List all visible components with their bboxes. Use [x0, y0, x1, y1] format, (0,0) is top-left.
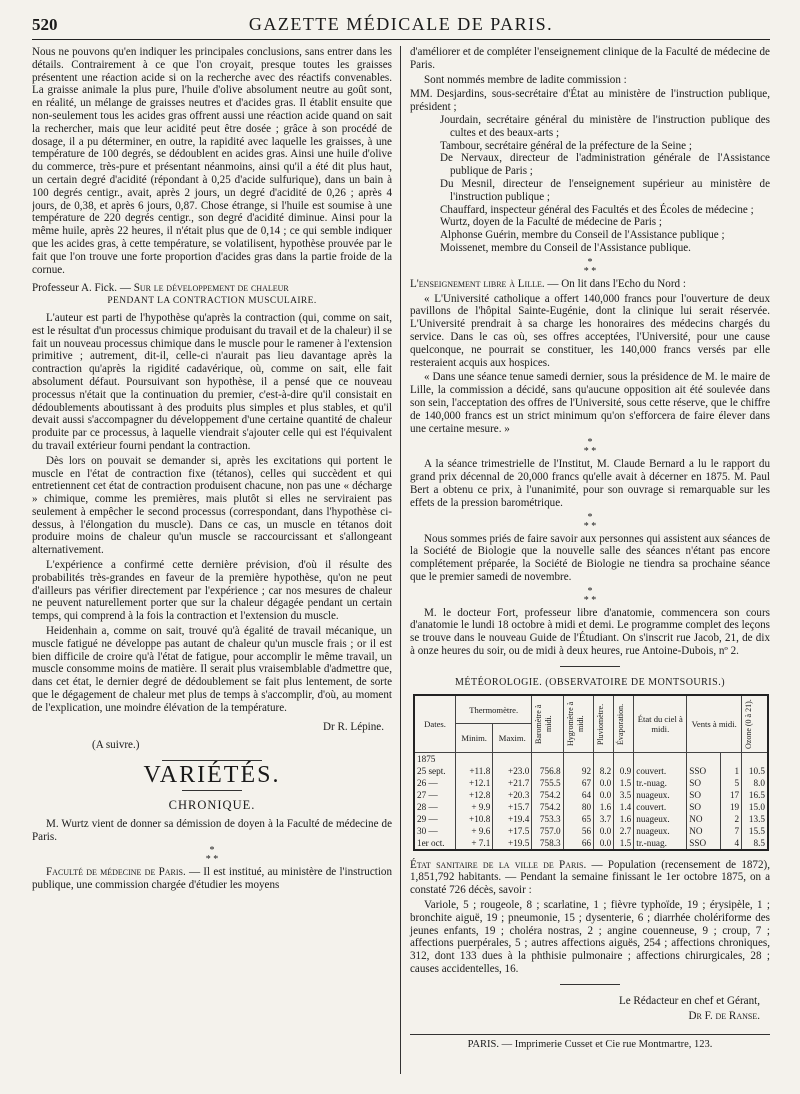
paragraph: « Dans une séance tenue samedi dernier, sous la présidence de M. le maire de Lille, la commission a décidé, sans qu'aucune opposition ait été soulevée dans son sein, l'acceptation des offres de l'Université, sous cette réserve, que le chiffre de 140,000 francs est un strict minimum qu'on s'efforcera de faire élever dans une certaine mesure. »: [410, 371, 770, 435]
paragraph: A la séance trimestrielle de l'Institut, M. Claude Bernard a lu le rapport du grand prix décennal de 20,000 francs qu'elle avait à décerner en 1875. M. Paul Bert a obtenu ce prix, à l'unanimité, pour son ouvrage si remarquable sur les effets de la pression barométrique.: [410, 458, 770, 509]
divider: [560, 666, 620, 667]
member-line: De Nervaux, directeur de l'administration générale de l'Assistance publique de Paris ;: [440, 152, 770, 178]
table-row: [414, 825, 768, 837]
paragraph: L'auteur est parti de l'hypothèse qu'après la contraction (qui, comme on sait, est le résultat d'un processus chimique produisant du travail et de la chaleur) il se fait un nouveau processus chimique dans le muscle pour le ramener à l'extension primitive ; autrement, dit-il, celle-ci n'aurait pas lieu davantage après la contraction qu'après la rigidité cadavérique, où, comme on sait, elle fait absolument défaut. Poursuivant son hypothèse, il a pensé que ce nouveau processus n'était que la continuation du premier, c'est-à-dire qu'il consistait en dédoublements aboutissant à des produits plus simples et plus stables, et qu'il devait aussi s'accompagner du développement d'une certaine quantité de chaleur produite par ce processus, à laquelle viendrait s'ajouter celle qui est l'équivalent du travail extérieur fourni pendant la contraction.: [32, 311, 392, 452]
paragraph: [32, 866, 392, 892]
table-cell: 755.5: [532, 777, 563, 789]
paragraph: « L'Université catholique a offert 140,000 francs pour l'ouverture de deux pavillons de l'hôpital Sainte-Eugénie, dont la clinique lui serait réservée. L'Université prendrait à sa charge les honoraires des médecins chargés du service. Dans le cas où, ses offres acceptées, l'Université, pour une cause quelconque, ne pourrait se constituer, les 140,000 francs versés par elle resteraient acquis aux hospices.: [410, 292, 770, 369]
members-lead: MM.: [410, 88, 433, 101]
paragraph: Nous sommes priés de faire savoir aux personnes qui assistent aux séances de la Société de Biologie que la nouvelle salle des séances n'étant pas encore complétement préparée, la Société de Biologie ne tiendra sa prochaine séance que le premier samedi de novembre.: [410, 532, 770, 583]
table-cell: NO: [687, 813, 720, 825]
table-cell: 28 —: [414, 801, 456, 813]
table-cell: 0.9: [614, 765, 634, 777]
table-cell: +15.7: [493, 801, 532, 813]
page-number: 520: [32, 15, 58, 34]
table-cell: 758.3: [532, 837, 563, 850]
table-cell: SO: [687, 789, 720, 801]
col-hygro: Hygromètre à midi.: [565, 701, 585, 746]
page-header: [32, 14, 770, 40]
table-cell: couvert.: [634, 765, 687, 777]
table-cell: 2: [720, 813, 742, 825]
table-cell: +23.0: [493, 765, 532, 777]
table-row: [414, 813, 768, 825]
table-cell: + 9.6: [456, 825, 493, 837]
table-cell: 67: [563, 777, 593, 789]
table-cell: +20.3: [493, 789, 532, 801]
table-cell: +19.5: [493, 837, 532, 850]
table-row: [414, 801, 768, 813]
member-line: Alphonse Guérin, membre du Conseil de l'Assistance publique ;: [440, 229, 725, 242]
member-line: Moissenet, membre du Conseil de l'Assistance publique.: [440, 241, 691, 254]
table-cell: 0.0: [594, 825, 614, 837]
paragraph: Dès lors on pouvait se demander si, après les excitations qui portent le muscle en l'état de contraction fixe (tétanos), celles qui succèdent et qui entretiennent cet état de contraction produisent chacune, non pas une « décharge » chimique, comme les premières, mais plutôt si elles ne serviraient pas seulement à empêcher le second processus (correspondant, dans l'hypothèse ci-dessus, à l'élongation du muscle). Dans ce cas, un muscle en tétanos doit produire moins de chaleur qu'un muscle se raccourcissant et s'allongeant alternativement.: [32, 454, 392, 557]
table-cell: nuageux.: [634, 825, 687, 837]
article-subtitle: PENDANT LA CONTRACTION MUSCULAIRE.: [107, 296, 317, 307]
table-cell: 3.7: [594, 813, 614, 825]
table-cell: 92: [563, 765, 593, 777]
asterism: * * *: [583, 511, 597, 532]
paragraph-lead: État sanitaire de la ville de Paris.: [410, 858, 587, 871]
col-dates: Dates.: [414, 695, 456, 753]
paragraph: M. le docteur Fort, professeur libre d'anatomie, commencera son cours d'anatomie le lundi 18 octobre à midi et demi. Le programme complet des leçons se trouve dans le nouveau Guide de l'Étudiant. On s'inscrit rue Jacob, 21, de dix à onze heures du soir, ou de midi à deux heures, rue Antoine-Dubois, nº 2.: [410, 606, 770, 658]
paragraph-text: — On lit dans l'Echo du Nord :: [544, 277, 686, 290]
paragraph: [410, 278, 770, 291]
table-cell: nuageux.: [634, 813, 687, 825]
col-ciel: État du ciel à midi.: [634, 695, 687, 753]
paragraph: Variole, 5 ; rougeole, 8 ; scarlatine, 1 ; fièvre typhoïde, 19 ; érysipèle, 1 ; bronchite aiguë, 19 ; pneumonie, 15 ; dysenterie, 6 ; diarrhée cholériforme des jeunes enfants, 19 ; choléra nostras, 2 ; angine couenneuse, 9 ; croup, 7 ; affections puerpérales, 5 ; autres affections aiguës, 254 ; affections chroniques, 312, dont 133 dues à la phthisie pulmonaire ; affections chirurgicales, 28 ; causes accidentelles, 16.: [410, 899, 770, 976]
article-author: Professeur A. Fick. —: [32, 282, 131, 295]
table-cell: 15.5: [742, 825, 768, 837]
table-cell: SO: [687, 801, 720, 813]
paragraph: [410, 859, 770, 897]
table-cell: +12.8: [456, 789, 493, 801]
table-cell: 754.2: [532, 789, 563, 801]
table-cell: 17: [720, 789, 742, 801]
table-cell: 65: [563, 813, 593, 825]
table-cell: 4: [720, 837, 742, 850]
table-row: [414, 777, 768, 789]
member-line: [410, 88, 770, 114]
col-maxim: Maxim.: [493, 724, 532, 752]
col-ozone: Ozone (0 à 21).: [744, 698, 754, 749]
table-cell: 1: [720, 765, 742, 777]
divider: [162, 760, 262, 761]
table-cell: 56: [563, 825, 593, 837]
table-cell: tr.-nuag.: [634, 837, 687, 850]
table-cell: 0.0: [594, 837, 614, 850]
table-cell: 1.4: [614, 801, 634, 813]
member-line: Tambour, secrétaire général de la préfecture de la Seine ;: [440, 139, 692, 152]
to-be-continued: (A suivre.): [92, 739, 140, 752]
asterism: * * *: [583, 256, 597, 277]
article-title: Sur le développement de chaleur: [133, 282, 289, 295]
paragraph: Nous ne pouvons qu'en indiquer les principales conclusions, sans entrer dans les détails. Contrairement à ce que l'on croyait, presque toutes les graisses présentent une réaction acide si on la recherche avec des réactifs convenables. La graisse animale la plus pure, l'huile d'olive absolument neutre au goût sont, en réalité, un mélange de graisses neutres et d'acides gras. Il établit ensuite que non-seulement tous les acides gras offrent aussi une réaction acide quand on sait la rechercher, mais que leur acidité peut être dosée ; grâce à son procédé de dosage, il a pu déterminer, en outre, la rapidité avec laquelle les graisses, à une température de 100 degrés, se dédoublent en acides gras. Ainsi une huile d'olive du commerce, très-pure et présentant néanmoins, ainsi qu'il a été dit plus haut, un certain degré d'acidité (répondant à 0,25 d'acide sulfurique), dans un bain à 100 degrés centigr., avait, après 2 jours, un degré d'acidité de 0,26 ; après 4 jours, de 0,38, et après 6 jours, 0,87. Chose étrange, si l'huile est soumise à une température de 220 degrés centigr., son degré d'acidité diminue. Ainsi pour la même huile, après 22 heures, il n'était plus que de 0,14 ; ce qui semble indiquer que les acides gras, à cette température, se volatilisent, hypothèse prouvée par le fait que l'on trouve une forte proportion d'acides gras dans la partie froide de la cornue.: [32, 46, 392, 276]
table-cell: 8.2: [594, 765, 614, 777]
member-line: Wurtz, doyen de la Faculté de médecine de Paris ;: [440, 216, 662, 229]
asterism: * * *: [583, 585, 597, 606]
commission-members: [410, 88, 770, 254]
col-evap: Évaporation.: [616, 703, 626, 745]
table-row: [414, 765, 768, 777]
table-cell: 1.6: [614, 813, 634, 825]
paragraph: Sont nommés membre de ladite commission :: [424, 73, 627, 86]
table-cell: + 7.1: [456, 837, 493, 850]
divider: [182, 790, 242, 791]
paragraph-text: — Il est institué, au ministère de l'instruction publique, une commission chargée d'étudier les moyens: [32, 866, 393, 892]
member-line: Chauffard, inspecteur général des Facultés et des Écoles de médecine ;: [440, 203, 754, 216]
col-baro: Baromètre à midi.: [534, 704, 554, 744]
member-text: Desjardins, sous-secrétaire d'État au ministère de l'instruction publique, président ;: [410, 88, 770, 114]
table-cell: 13.5: [742, 813, 768, 825]
table-cell: 1.5: [614, 777, 634, 789]
table-cell: 64: [563, 789, 593, 801]
table-cell: 2.7: [614, 825, 634, 837]
col-minim: Minim.: [456, 724, 493, 752]
table-cell: 27 —: [414, 789, 456, 801]
paragraph-lead: Faculté de médecine de Paris.: [46, 866, 186, 879]
table-cell: couvert.: [634, 801, 687, 813]
right-column: [401, 46, 770, 1074]
paragraph: Heidenhain a, comme on sait, trouvé qu'à égalité de travail mécanique, un muscle fatigué ne développe pas autant de chaleur qu'un muscle frais ; or il est bien difficile de croire qu'à l'état de fatigue, pour accomplir le même travail, un muscle consomme moins de matière. Il serait plus vraisemblable d'admettre que, dans cet état, le dernier degré de dédoublement se fait plus lentement, de sorte que le dégagement de chaleur met plus de temps à s'accomplir, d'où, au moment de l'explication, une moindre élévation de la température.: [32, 625, 392, 714]
table-cell: 16.5: [742, 789, 768, 801]
table-cell: 3.5: [614, 789, 634, 801]
table-cell: SSO: [687, 837, 720, 850]
table-cell: 754.2: [532, 801, 563, 813]
table-cell: 0.0: [594, 789, 614, 801]
table-row: [414, 789, 768, 801]
table-cell: 0.0: [594, 777, 614, 789]
paragraph: M. Wurtz vient de donner sa démission de doyen à la Faculté de médecine de Paris.: [32, 817, 392, 843]
table-cell: 25 sept.: [414, 765, 456, 777]
table-cell: +21.7: [493, 777, 532, 789]
table-row: [414, 837, 768, 850]
journal-title: GAZETTE MÉDICALE DE PARIS.: [248, 14, 554, 34]
table-cell: + 9.9: [456, 801, 493, 813]
table-cell: SSO: [687, 765, 720, 777]
section-subtitle: CHRONIQUE.: [168, 798, 256, 813]
member-line: Du Mesnil, directeur de l'enseignement supérieur au ministère de l'instruction publique ;: [440, 177, 770, 203]
table-cell: 15.0: [742, 801, 768, 813]
left-column: [32, 46, 401, 1074]
divider: [560, 984, 620, 985]
col-thermo: Thermomètre.: [456, 695, 532, 724]
table-cell: 1er oct.: [414, 837, 456, 850]
paragraph: d'améliorer et de compléter l'enseignement clinique de la Faculté de médecine de Paris.: [410, 46, 770, 71]
table-cell: NO: [687, 825, 720, 837]
signature: Dr R. Lépine.: [323, 720, 384, 733]
year-cell: 1875: [414, 752, 456, 765]
table-cell: 756.8: [532, 765, 563, 777]
table-cell: 10.5: [742, 765, 768, 777]
table-cell: 1.5: [614, 837, 634, 850]
table-cell: 757.0: [532, 825, 563, 837]
table-cell: 8.5: [742, 837, 768, 850]
asterism: * * *: [583, 437, 597, 458]
table-cell: 19: [720, 801, 742, 813]
table-cell: tr.-nuag.: [634, 777, 687, 789]
table-cell: 1.6: [594, 801, 614, 813]
editor-line: Le Rédacteur en chef et Gérant,: [618, 994, 760, 1007]
col-pluvio: Pluviomètre.: [596, 703, 606, 745]
table-cell: nuageux.: [634, 789, 687, 801]
paragraph-lead: L'enseignement libre à Lille.: [410, 277, 545, 290]
asterism: * * *: [205, 845, 219, 866]
table-cell: 7: [720, 825, 742, 837]
table-cell: 30 —: [414, 825, 456, 837]
table-cell: +10.8: [456, 813, 493, 825]
table-cell: +17.5: [493, 825, 532, 837]
col-vents: Vents à midi.: [687, 695, 742, 753]
table-cell: +19.4: [493, 813, 532, 825]
table-cell: 26 —: [414, 777, 456, 789]
meteo-title: MÉTÉOROLOGIE. (OBSERVATOIRE DE MONTSOURIS.): [454, 676, 726, 688]
table-cell: +11.8: [456, 765, 493, 777]
table-cell: SO: [687, 777, 720, 789]
paragraph-text: — Population (recensement de 1872), 1,851,792 habitants. — Pendant la semaine finissant le 1er octobre 1875, on a constaté 726 décès, savoir :: [410, 858, 770, 897]
table-cell: 753.3: [532, 813, 563, 825]
table-cell: 8.0: [742, 777, 768, 789]
table-cell: +12.1: [456, 777, 493, 789]
table-cell: 80: [563, 801, 593, 813]
editor-name: Dr F. de Ranse.: [688, 1009, 760, 1022]
member-line: Jourdain, secrétaire général du ministère de l'instruction publique des cultes et des beaux-arts ;: [440, 113, 770, 139]
section-title: VARIÉTÉS.: [143, 762, 281, 789]
table-cell: 5: [720, 777, 742, 789]
paragraph: L'expérience a confirmé cette dernière prévision, d'où il résulte des probabilités très-grandes en faveur de la première hypothèse, qu'on ne peut d'ailleurs pas vérifier directement par l'expérience ; car nos mesures de chaleur ne peuvent naturellement porter que sur la chaleur dégagée pendant un certain temps, qui comprend à la fois la contraction et l'extension du muscle.: [32, 559, 392, 623]
imprint: PARIS. — Imprimerie Cusset et Cie rue Montmartre, 123.: [410, 1034, 770, 1052]
table-cell: 29 —: [414, 813, 456, 825]
article-heading: [32, 282, 392, 308]
table-cell: 66: [563, 837, 593, 850]
weather-table: [413, 694, 769, 851]
